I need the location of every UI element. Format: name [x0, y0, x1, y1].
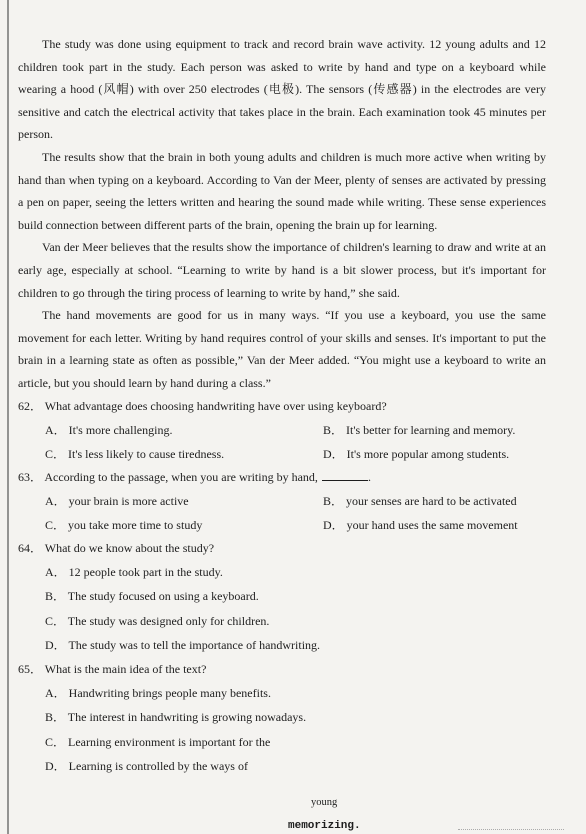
- question-65-option-b: B． The interest in handwriting is growing nowadays.: [45, 710, 307, 725]
- overlay-word-memorizing: memorizing.: [288, 820, 361, 832]
- question-65-option-c: C． Learning environment is important for the: [45, 734, 271, 749]
- question-63-option-b: B． your senses are hard to be activated: [323, 493, 517, 508]
- question-65-option-a: A． Handwriting brings people many benefits.: [45, 685, 271, 700]
- passage-paragraph-3: Van der Meer believes that the results show the importance of children's learning to draw and write at an early age, especially at school. “Learning to write by hand is a bit slower process, but it's important for children to go through the tiring process of learning to write by hand,” she said.: [18, 240, 546, 300]
- question-63-stem: 63． According to the passage, when you are writing by hand,: [18, 469, 318, 484]
- question-62: [18, 395, 546, 466]
- blank-period: .: [367, 469, 371, 484]
- question-63: [18, 466, 546, 537]
- question-62-option-b: B． It's better for learning and memory.: [323, 422, 516, 437]
- question-62-options-row-1: [18, 418, 546, 442]
- exam-page: [18, 33, 546, 778]
- question-65-stem: 65． What is the main idea of the text?: [18, 661, 207, 676]
- question-63-option-c: C． you take more time to study: [45, 517, 203, 532]
- question-64-option-d: D． The study was to tell the importance of handwriting.: [45, 638, 321, 653]
- reading-passage: [18, 33, 546, 395]
- question-62-option-c: C． It's less likely to cause tiredness.: [45, 446, 225, 461]
- passage-paragraph-1: The study was done using equipment to track and record brain wave activity. 12 young adults and 12 children took part in the study. Each person was asked to write by hand and type on a keyboard while wearing a hood (风帽) with over 250 electrodes (电极). The sensors (传感器) in the electrodes are very sensitive and catch the electrical activity that takes place in the brain. Each examination took 45 minutes per person.: [18, 37, 546, 142]
- question-62-option-d: D． It's more popular among students.: [323, 446, 510, 461]
- question-63-option-d: D． your hand uses the same movement: [323, 517, 518, 532]
- question-64-option-a: A． 12 people took part in the study.: [45, 565, 223, 580]
- question-64-option-b: B． The study focused on using a keyboard.: [45, 589, 259, 604]
- question-64-stem: 64． What do we know about the study?: [18, 540, 215, 555]
- faint-scan-marks: [458, 829, 564, 831]
- question-62-options-row-2: [18, 442, 546, 466]
- question-64: [18, 537, 546, 658]
- question-63-stem-line: [18, 466, 546, 489]
- overlay-word-young: young: [311, 797, 338, 808]
- question-63-options-row-2: [18, 513, 546, 537]
- question-65: [18, 658, 546, 779]
- question-62-option-a: A． It's more challenging.: [45, 422, 173, 437]
- question-63-options-row-1: [18, 489, 546, 513]
- question-62-stem: 62． What advantage does choosing handwriting have over using keyboard?: [18, 398, 387, 413]
- question-64-option-c: C． The study was designed only for children.: [45, 613, 270, 628]
- passage-paragraph-4: The hand movements are good for us in many ways. “If you use a keyboard, you use the same movement for each letter. Writing by hand requires control of your skills and senses. It's important to put the brain in a learning state as often as possible,” Van der Meer added. “You might use a keyboard to write an article, but you should learn by hand during a class.”: [18, 308, 546, 390]
- answer-blank: [322, 468, 368, 481]
- question-65-option-d: D． Learning is controlled by the ways of: [45, 758, 248, 773]
- passage-paragraph-2: The results show that the brain in both young adults and children is much more active when writing by hand than when typing on a keyboard. According to Van der Meer, plenty of senses are activated by pressing a pen on paper, seeing the letters written and hearing the sound made while writing. These sense experiences build connection between different parts of the brain, opening the brain up for learning.: [18, 149, 546, 232]
- question-63-option-a: A． your brain is more active: [45, 493, 189, 508]
- page-binding-rule: [7, 0, 9, 834]
